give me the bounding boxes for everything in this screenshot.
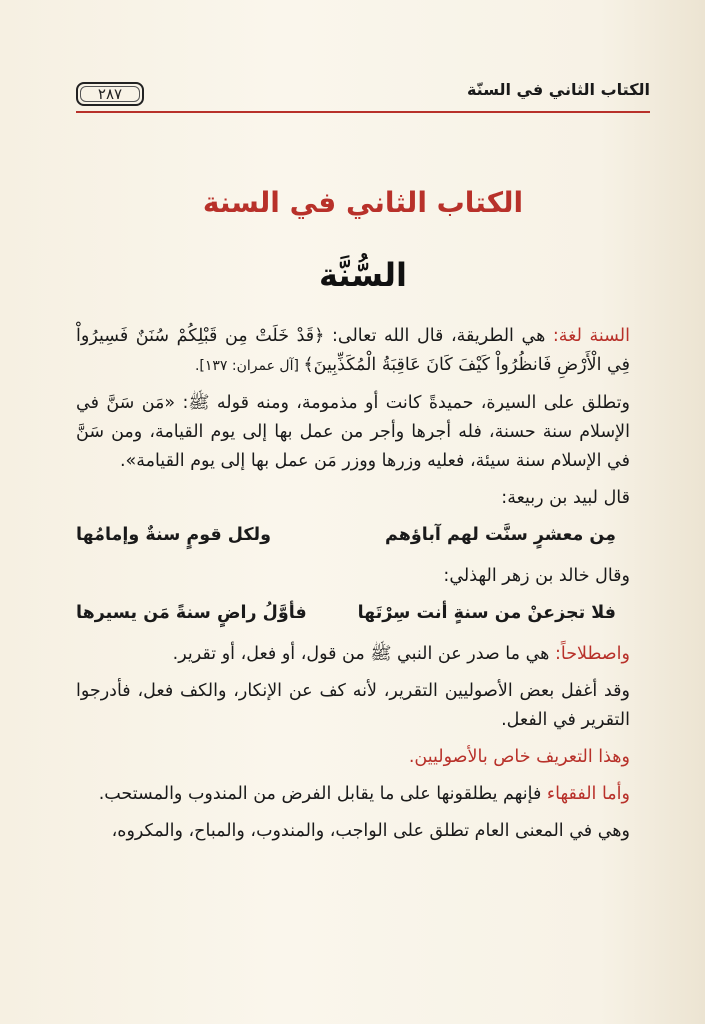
- running-title: الكتاب الثاني في السنّة: [466, 80, 650, 99]
- paragraph-linguistic-definition: [76, 322, 650, 381]
- chapter-title: السُّنَّة: [318, 256, 407, 294]
- poem-verse-1: [76, 521, 650, 550]
- paragraph-text: هي ما صدر عن النبي ﷺ من قول، أو فعل، أو تقرير.: [172, 644, 555, 664]
- header-rule: [76, 111, 650, 113]
- poem-hemistich: فلا تجزعنْ من سنةٍ أنت سِرْتَها: [357, 603, 616, 623]
- book-title: الكتاب الثاني في السنة: [202, 186, 524, 219]
- paragraph-text: هي الطريقة، قال الله تعالى:: [324, 326, 553, 346]
- body-text: [76, 322, 650, 854]
- poem-hemistich: مِن معشرٍ سنَّت لهم آباؤهم: [385, 525, 616, 545]
- verse-reference: [آل عمران: ١٣٧].: [194, 358, 304, 374]
- page-header: [76, 78, 650, 112]
- paragraph-note: وهذا التعريف خاص بالأصوليين.: [408, 747, 630, 767]
- term-label: وأما الفقهاء: [546, 784, 630, 804]
- quran-verse: ﴿قَدْ خَلَتْ مِن قَبْلِكُمْ سُنَنٌ فَسِيرُواْ فِي الْأَرْضِ فَانظُرُواْ كَيْفَ كَانَ عَاقِبَةُ الْمُكَذِّبِينَ﴾: [76, 326, 630, 375]
- paragraph-technical-definition: [76, 640, 650, 669]
- page-number-badge: ٢٨٧: [76, 82, 144, 106]
- paragraph-poet-2: وقال خالد بن زهر الهذلي:: [443, 566, 630, 586]
- paragraph-usuliyyin: وقد أغفل بعض الأصوليين التقرير، لأنه كف عن الإنكار، والكف فعل، فأدرجوا التقرير في الفعل.: [76, 681, 630, 730]
- poem-hemistich: فأوَّلُ راضٍ سنةً مَن يسيرها: [76, 603, 307, 623]
- poem-verse-2: [76, 599, 650, 628]
- paragraph-text: فإنهم يطلقونها على ما يقابل الفرض من المندوب والمستحب.: [98, 784, 547, 804]
- paragraph-poet-1: قال لبيد بن ربيعة:: [501, 488, 630, 508]
- paragraph-hadith: وتطلق على السيرة، حميدةً كانت أو مذمومة، ومنه قوله ﷺ: «مَن سَنَّ في الإسلام سنة حسنة، فله أجرها وأجر من عمل بها إلى يوم القيامة، ومن سَنَّ في الإسلام سنة سيئة، فعليه وزرها ووزر مَن عمل بها إلى يوم القيامة».: [76, 393, 630, 471]
- paragraph-fuqaha: [76, 780, 650, 809]
- term-label: السنة لغة:: [552, 326, 630, 346]
- poem-hemistich: ولكل قومٍ سنةٌ وإمامُها: [76, 525, 271, 545]
- paragraph-general-meaning: وهي في المعنى العام تطلق على الواجب، والمندوب، والمباح، والمكروه،: [111, 821, 630, 841]
- term-label: واصطلاحاً:: [554, 644, 630, 664]
